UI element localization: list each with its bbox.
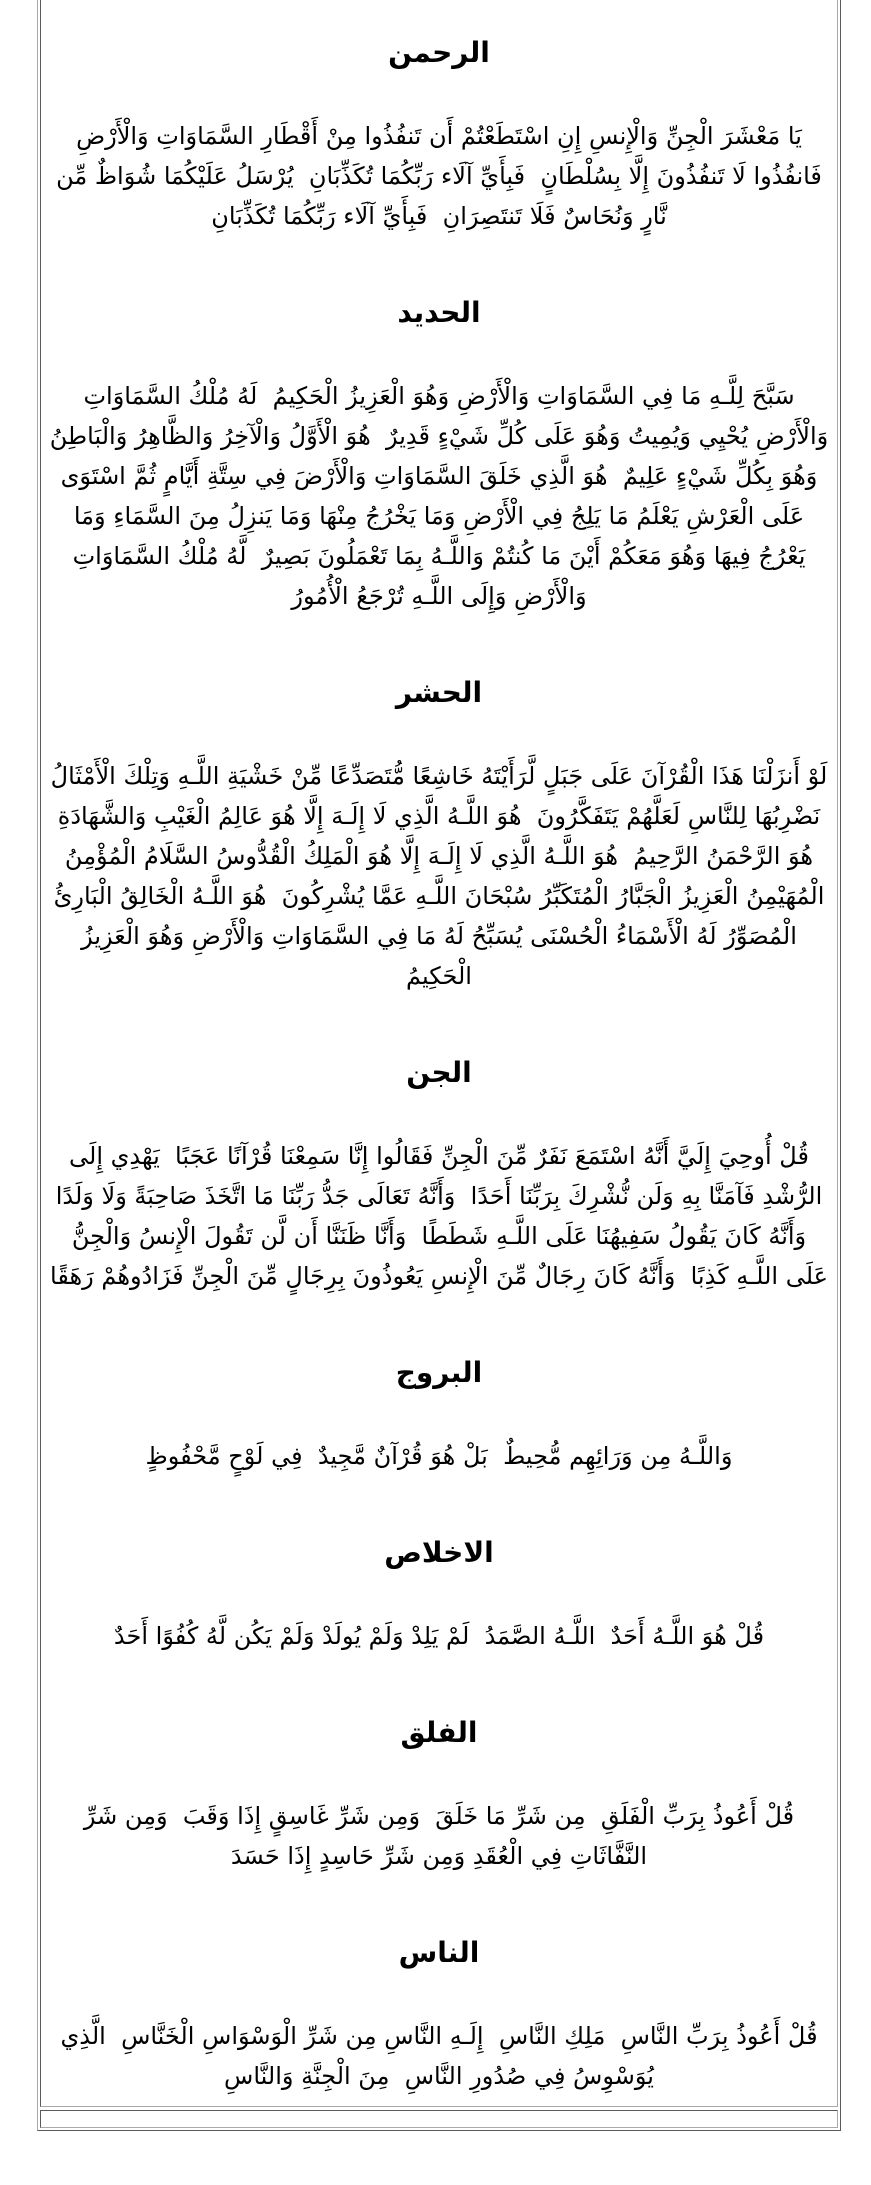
surah-text-rahman: يَا مَعْشَرَ الْجِنِّ وَالْإِنسِ إِنِ اسْتَطَعْتُمْ أَن تَنفُذُوا مِنْ أَقْطَارِ السَّمَاوَاتِ وَالْأَرْضِ فَانفُذُوا لَا تَنفُذُونَ إِلَّا بِسُلْطَانٍ فَبِأَيِّ آلَاء رَبِّكُمَا تُكَذِّبَانِ يُرْسَلُ عَلَيْكُمَا شُوَاظٌ مِّن نَّارٍ وَنُحَاسٌ فَلَا تَنتَصِرَانِ فَبِأَيِّ آلَاء رَبِّكُمَا تُكَذِّبَانِ [48,122,822,230]
surah-title-falaq: الفلق [400,1716,478,1749]
surah-text-buruj: وَاللَّـهُ مِن وَرَائِهِم مُّحِيطٌ بَلْ هُوَ قُرْآنٌ مَّجِيدٌ فِي لَوْحٍ مَّحْفُوظٍ [145,1442,733,1470]
surah-title-jinn: الجن [406,1056,472,1089]
surah-text-hashr: لَوْ أَنزَلْنَا هَذَا الْقُرْآنَ عَلَى جَبَلٍ لَّرَأَيْتَهُ خَاشِعًا مُّتَصَدِّعًا مِّنْ خَشْيَةِ اللَّـهِ وَتِلْكَ الْأَمْثَالُ نَضْرِبُهَا لِلنَّاسِ لَعَلَّهُمْ يَتَفَكَّرُونَ هُوَ اللَّـهُ الَّذِي لَا إِلَـهَ إِلَّا هُوَ عَالِمُ الْغَيْبِ وَالشَّهَادَةِ هُوَ الرَّحْمَنُ الرَّحِيمُ هُوَ اللَّـهُ الَّذِي لَا إِلَـهَ إِلَّا هُوَ الْمَلِكُ الْقُدُّوسُ السَّلَامُ الْمُؤْمِنُ الْمُهَيْمِنُ الْعَزِيزُ الْجَبَّارُ الْمُتَكَبِّرُ سُبْحَانَ اللَّـهِ عَمَّا يُشْرِكُونَ هُوَ اللَّـهُ الْخَالِقُ الْبَارِئُ الْمُصَوِّرُ لَهُ الْأَسْمَاءُ الْحُسْنَى يُسَبِّحُ لَهُ مَا فِي السَّمَاوَاتِ وَالْأَرْضِ وَهُوَ الْعَزِيزُ الْحَكِيمُ [43,762,828,990]
empty-footer-cell [40,2110,838,2128]
surah-text-nas: قُلْ أَعُوذُ بِرَبِّ النَّاسِ مَلِكِ النَّاسِ إِلَـهِ النَّاسِ مِن شَرِّ الْوَسْوَاسِ الْخَنَّاسِ الَّذِي يُوَسْوِسُ فِي صُدُورِ النَّاسِ مِنَ الْجِنَّةِ وَالنَّاسِ [52,2022,818,2090]
surah-title-hadid: الحديد [397,296,481,329]
surah-text-jinn: قُلْ أُوحِيَ إِلَيَّ أَنَّهُ اسْتَمَعَ نَفَرٌ مِّنَ الْجِنِّ فَقَالُوا إِنَّا سَمِعْنَا قُرْآنًا عَجَبًا يَهْدِي إِلَى الرُّشْدِ فَآمَنَّا بِهِ وَلَن نُّشْرِكَ بِرَبِّنَا أَحَدًا وَأَنَّهُ تَعَالَى جَدُّ رَبِّنَا مَا اتَّخَذَ صَاحِبَةً وَلَا وَلَدًا وَأَنَّهُ كَانَ يَقُولُ سَفِيهُنَا عَلَى اللَّـهِ شَطَطًا وَأَنَّا ظَنَنَّا أَن لَّن تَقُولَ الْإِنسُ وَالْجِنُّ عَلَى اللَّـهِ كَذِبًا وَأَنَّهُ كَانَ رِجَالٌ مِّنَ الْإِنسِ يَعُوذُونَ بِرِجَالٍ مِّنَ الْجِنِّ فَزَادُوهُمْ رَهَقًا [40,1142,828,1290]
surah-section-hashr [43,676,831,996]
surah-text-hadid: سَبَّحَ لِلَّـهِ مَا فِي السَّمَاوَاتِ وَالْأَرْضِ وَهُوَ الْعَزِيزُ الْحَكِيمُ لَهُ مُلْكُ السَّمَاوَاتِ وَالْأَرْضِ يُحْيِي وَيُمِيتُ وَهُوَ عَلَى كُلِّ شَيْءٍ قَدِيرٌ هُوَ الْأَوَّلُ وَالْآخِرُ وَالظَّاهِرُ وَالْبَاطِنُ وَهُوَ بِكُلِّ شَيْءٍ عَلِيمٌ هُوَ الَّذِي خَلَقَ السَّمَاوَاتِ وَالْأَرْضَ فِي سِتَّةِ أَيَّامٍ ثُمَّ اسْتَوَى عَلَى الْعَرْشِ يَعْلَمُ مَا يَلِجُ فِي الْأَرْضِ وَمَا يَخْرُجُ مِنْهَا وَمَا يَنزِلُ مِنَ السَّمَاءِ وَمَا يَعْرُجُ فِيهَا وَهُوَ مَعَكُمْ أَيْنَ مَا كُنتُمْ وَاللَّـهُ بِمَا تَعْمَلُونَ بَصِيرٌ لَّهُ مُلْكُ السَّمَاوَاتِ وَالْأَرْضِ وَإِلَى اللَّـهِ تُرْجَعُ الْأُمُورُ [42,382,829,610]
surah-section-ikhlas [47,1536,831,1656]
surah-section-hadid [42,296,831,616]
surah-title-nas: الناس [398,1936,480,1969]
surah-title-ikhlas: الاخلاص [384,1536,494,1569]
surah-section-jinn [40,1056,831,1296]
surah-title-buruj: البروج [395,1356,483,1389]
document-body-cell [40,0,838,2107]
surah-title-rahman: الرحمن [388,36,490,69]
surah-text-falaq: قُلْ أَعُوذُ بِرَبِّ الْفَلَقِ مِن شَرِّ مَا خَلَقَ وَمِن شَرِّ غَاسِقٍ إِذَا وَقَبَ وَمِن شَرِّ النَّفَّاثَاتِ فِي الْعُقَدِ وَمِن شَرِّ حَاسِدٍ إِذَا حَسَدَ [76,1802,795,1870]
surah-section-falaq [47,1716,831,1876]
surah-title-hashr: الحشر [395,676,483,709]
surah-section-rahman [47,36,831,236]
surah-text-ikhlas: قُلْ هُوَ اللَّـهُ أَحَدٌ اللَّـهُ الصَّمَدُ لَمْ يَلِدْ وَلَمْ يُولَدْ وَلَمْ يَكُن لَّهُ كُفُوًا أَحَدٌ [113,1622,765,1650]
document-table [37,0,841,2131]
surah-section-buruj [47,1356,831,1476]
surah-section-nas [47,1936,831,2096]
